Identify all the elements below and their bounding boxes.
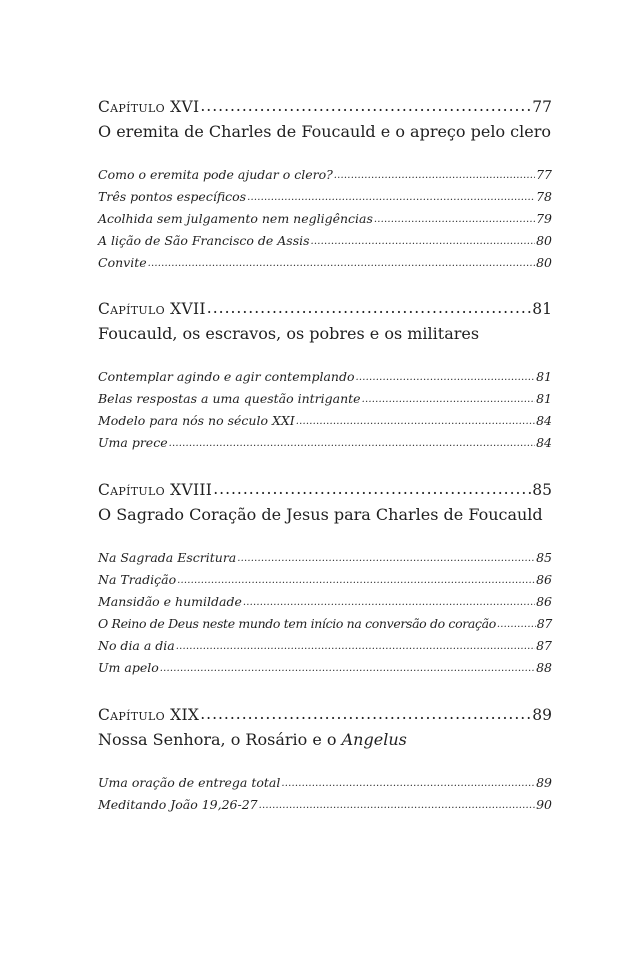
- toc-entry[interactable]: [98, 367, 552, 389]
- toc-entry[interactable]: [98, 592, 552, 614]
- dot-leader: [362, 388, 536, 410]
- chapter-heading: [98, 705, 552, 725]
- chapter-xix: [98, 705, 552, 817]
- dot-leader: [243, 591, 535, 613]
- entry-page-number: 81: [536, 369, 552, 384]
- entry-page-number: 90: [536, 797, 552, 812]
- chapter-title: Nossa Senhora, o Rosário e o Angelus: [98, 730, 407, 749]
- entry-list: [98, 165, 552, 275]
- entry-page-number: 88: [536, 660, 552, 675]
- entry-text: Contemplar agindo e agir contemplando: [98, 369, 355, 384]
- dot-leader: [160, 657, 535, 679]
- dot-leader: [237, 547, 535, 569]
- toc-entry[interactable]: [98, 636, 552, 658]
- entry-text: Três pontos específicos: [98, 189, 247, 204]
- entry-text: No dia a dia: [98, 638, 175, 653]
- chapter-label: Capítulo XVII: [98, 300, 206, 318]
- angelus-italic: Angelus: [341, 730, 407, 749]
- dot-leader: [148, 252, 535, 274]
- entry-text: Acolhida sem julgamento nem negligências: [98, 211, 373, 226]
- entry-text: Na Sagrada Escritura: [98, 550, 237, 565]
- entry-page-number: 84: [536, 435, 552, 450]
- toc-entry[interactable]: [98, 548, 552, 570]
- entry-page-number: 84: [536, 413, 552, 428]
- chapter-title: O eremita de Charles de Foucauld e o apreço pelo clero: [98, 122, 551, 141]
- toc-entry[interactable]: [98, 433, 552, 455]
- entry-text: Modelo para nós no século XXI: [98, 413, 295, 428]
- dot-leader: [200, 96, 531, 116]
- toc-entry[interactable]: [98, 187, 552, 209]
- dot-leader: [334, 164, 535, 186]
- toc-entry[interactable]: [98, 614, 552, 636]
- dot-leader: [281, 772, 535, 794]
- entry-text: Belas respostas a uma questão intrigante: [98, 391, 361, 406]
- entry-text: Na Tradição: [98, 572, 177, 587]
- entry-page-number: 87: [536, 638, 552, 653]
- entry-text: Mansidão e humildade: [98, 594, 242, 609]
- dot-leader: [259, 794, 535, 816]
- chapter-page-number: 85: [532, 481, 552, 499]
- chapter-page-number: 81: [532, 300, 552, 318]
- entry-text: Convite: [98, 255, 147, 270]
- entry-list: [98, 773, 552, 817]
- entry-text: A lição de São Francisco de Assis: [98, 233, 310, 248]
- entry-list: [98, 367, 552, 455]
- toc-entry[interactable]: [98, 658, 552, 680]
- chapter-title: O Sagrado Coração de Jesus para Charles de Foucauld: [98, 505, 543, 524]
- dot-leader: [247, 186, 535, 208]
- entry-page-number: 87: [536, 616, 552, 631]
- dot-leader: [200, 704, 531, 724]
- entry-page-number: 89: [536, 775, 552, 790]
- entry-page-number: 78: [536, 189, 552, 204]
- dot-leader: [311, 230, 536, 252]
- dot-leader: [213, 479, 531, 499]
- entry-page-number: 80: [536, 233, 552, 248]
- entry-text: Um apelo: [98, 660, 159, 675]
- chapter-xvii: [98, 299, 552, 455]
- entry-text: Como o eremita pode ajudar o clero?: [98, 167, 333, 182]
- dot-leader: [497, 613, 536, 635]
- toc-entry[interactable]: [98, 411, 552, 433]
- chapter-page-number: 89: [532, 706, 552, 724]
- dot-leader: [296, 410, 535, 432]
- entry-text: Uma prece: [98, 435, 168, 450]
- chapter-heading: [98, 299, 552, 319]
- entry-text: Uma oração de entrega total: [98, 775, 281, 790]
- entry-page-number: 81: [536, 391, 552, 406]
- chapter-label: Capítulo XVIII: [98, 481, 213, 499]
- toc-entry[interactable]: [98, 795, 552, 817]
- dot-leader: [177, 569, 535, 591]
- dot-leader: [207, 298, 531, 318]
- entry-page-number: 79: [536, 211, 552, 226]
- entry-text: Meditando João 19,26-27: [98, 797, 258, 812]
- entry-page-number: 85: [536, 550, 552, 565]
- chapter-xvi: [98, 97, 552, 275]
- entry-page-number: 86: [536, 594, 552, 609]
- chapter-xviii: [98, 480, 552, 680]
- dot-leader: [355, 366, 535, 388]
- toc-entry[interactable]: [98, 231, 552, 253]
- toc-entry[interactable]: [98, 209, 552, 231]
- dot-leader: [169, 432, 536, 454]
- chapter-label: Capítulo XIX: [98, 706, 200, 724]
- chapter-heading: [98, 480, 552, 500]
- dot-leader: [374, 208, 535, 230]
- entry-page-number: 86: [536, 572, 552, 587]
- chapter-heading: [98, 97, 552, 117]
- toc-entry[interactable]: [98, 773, 552, 795]
- dot-leader: [176, 635, 535, 657]
- chapter-page-number: 77: [532, 98, 552, 116]
- entry-list: [98, 548, 552, 680]
- toc-entry[interactable]: [98, 570, 552, 592]
- entry-page-number: 77: [536, 167, 552, 182]
- toc-entry[interactable]: [98, 253, 552, 275]
- toc-entry[interactable]: [98, 389, 552, 411]
- entry-page-number: 80: [536, 255, 552, 270]
- entry-text: O Reino de Deus neste mundo tem início na conversão do coração: [98, 616, 496, 631]
- chapter-label: Capítulo XVI: [98, 98, 200, 116]
- chapter-title: Foucauld, os escravos, os pobres e os militares: [98, 324, 480, 343]
- toc-entry[interactable]: [98, 165, 552, 187]
